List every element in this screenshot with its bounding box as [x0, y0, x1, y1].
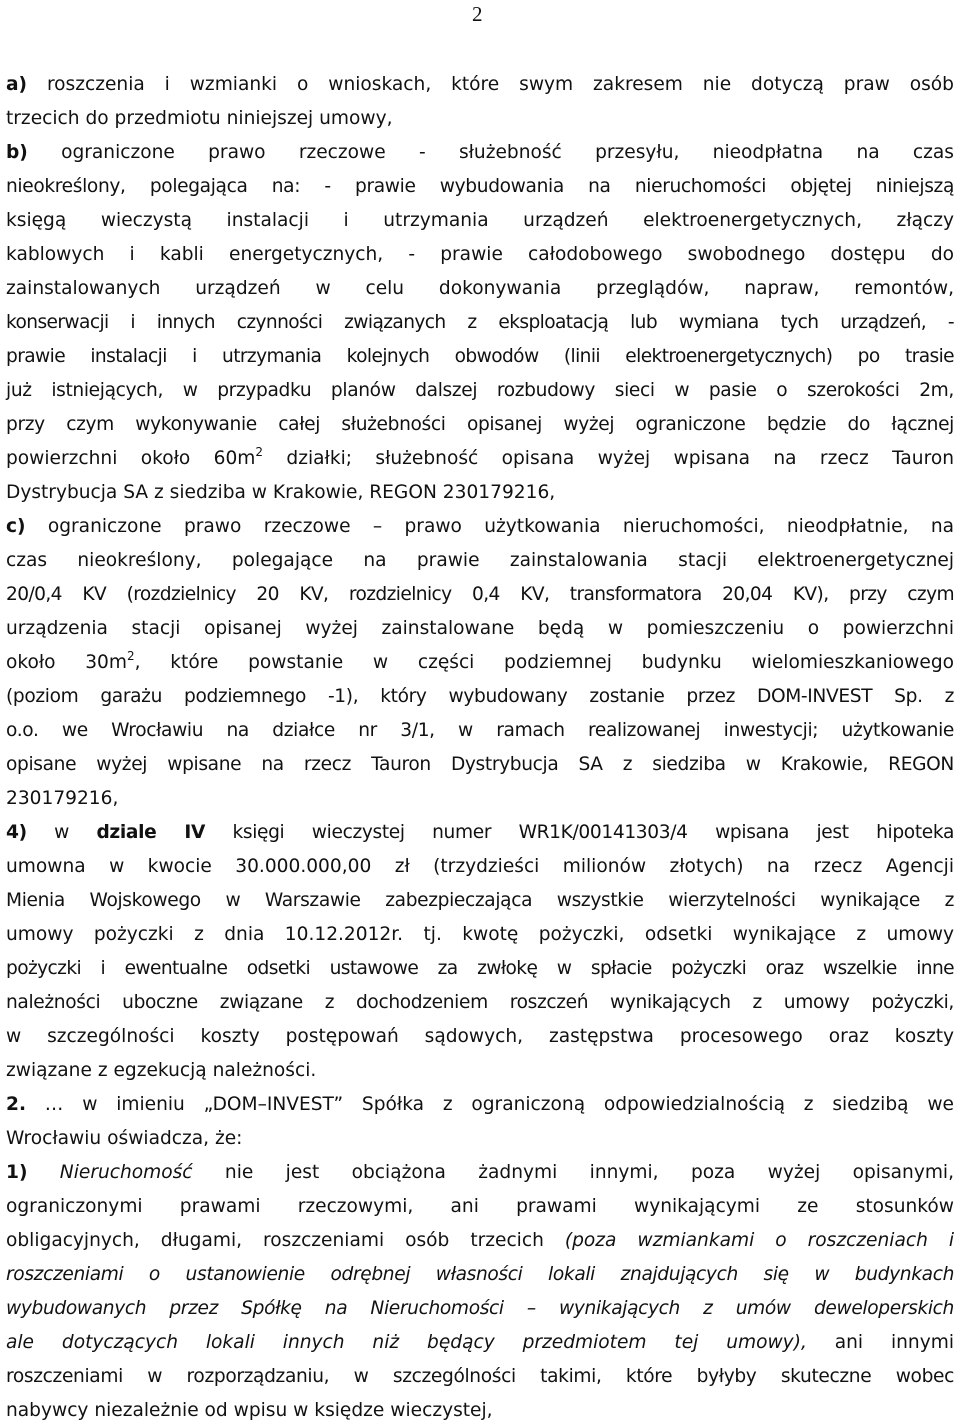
paragraph-line: Mienia Wojskowego w Warszawie zabezpieczająca wszystkie wierzytelności wynikające z: [6, 890, 954, 911]
paragraph-line: konserwacji i innych czynności związanych z eksploatacją lub wymiana tych urządzeń, -: [6, 312, 954, 333]
paragraph-line: [6, 442, 954, 476]
line-text: … w imieniu „DOM–INVEST” Spółka z ograniczoną odpowiedzialnością z siedzibą we: [26, 1094, 954, 1115]
document-body: [6, 68, 954, 1428]
page-number: 2: [472, 2, 483, 26]
line-text: nie jest obciążona żadnymi innymi, poza wyżej opisanymi,: [192, 1162, 955, 1183]
item-label-4: 4): [6, 822, 27, 843]
line-text: w: [26, 822, 97, 843]
paragraph-line: [6, 1326, 954, 1360]
item-label-2: 2.: [6, 1094, 27, 1115]
paragraph-line: umowy pożyczki z dnia 10.12.2012r. tj. kwotę pożyczki, odsetki wynikające z umowy: [6, 924, 954, 945]
paragraph-line: urządzenia stacji opisanej wyżej zainstalowane będą w pomieszczeniu o powierzchni: [6, 618, 954, 639]
italic-text: Nieruchomość: [27, 1162, 193, 1183]
paragraph-line: [6, 510, 954, 544]
paragraph-line: [6, 1156, 954, 1190]
paragraph-line: umowna w kwocie 30.000.000,00 zł (trzydzieści milionów złotych) na rzecz Agencji: [6, 856, 954, 877]
paragraph-line: [6, 136, 954, 170]
line-text: powierzchni około 60m: [6, 448, 256, 469]
paragraph-line: ograniczonymi prawami rzeczowymi, ani prawami wynikającymi ze stosunków: [6, 1196, 954, 1217]
paragraph-line: już istniejących, w przypadku planów dalszej rozbudowy sieci w pasie o szerokości 2m,: [6, 380, 954, 401]
paragraph-line: [6, 68, 954, 102]
item-label-c: c): [6, 516, 26, 537]
line-text: roszczenia i wzmianki o wnioskach, które swym zakresem nie dotyczą praw osób: [27, 74, 954, 95]
paragraph-line: kablowych i kabli energetycznych, - prawie całodobowego swobodnego dostępu do: [6, 244, 954, 265]
paragraph-line: [6, 646, 954, 680]
emphasis-dziale: dziale IV: [96, 822, 206, 843]
paragraph-line: nabywcy niezależnie od wpisu w księdze wieczystej,: [6, 1400, 493, 1421]
paragraph-line: (poziom garażu podziemnego -1), który wybudowany zostanie przez DOM-INVEST Sp. z: [6, 686, 954, 707]
italic-text: (poza wzmiankami o roszczeniach i: [564, 1230, 954, 1251]
paragraph-line: związane z egzekucją należności.: [6, 1060, 317, 1081]
paragraph-line: księgą wieczystą instalacji i utrzymania urządzeń elektroenergetycznych, złączy: [6, 210, 954, 231]
paragraph-line: o.o. we Wrocławiu na działce nr 3/1, w ramach realizowanej inwestycji; użytkowanie: [6, 720, 954, 741]
italic-text: ale dotyczących lokali innych niż będący przedmiotem tej umowy),: [6, 1332, 807, 1353]
line-text: działki; służebność opisana wyżej wpisana na rzecz Tauron: [263, 448, 954, 469]
paragraph-line: opisane wyżej wpisane na rzecz Tauron Dystrybucja SA z siedziba w Krakowie, REGON: [6, 754, 954, 775]
line-text: ani innymi: [806, 1332, 955, 1353]
paragraph-line: roszczeniami o ustanowienie odrębnej własności lokali znajdujących się w budynkach: [6, 1264, 954, 1285]
superscript: 2: [127, 649, 135, 663]
item-label-1: 1): [6, 1162, 28, 1183]
line-text: trzecich do przedmiotu niniejszej umowy,: [6, 108, 393, 129]
paragraph-line: [6, 816, 954, 850]
paragraph-line: [6, 1088, 954, 1122]
line-text: ograniczone prawo rzeczowe – prawo użytkowania nieruchomości, nieodpłatnie, na: [25, 516, 954, 537]
paragraph-line: [6, 1224, 954, 1258]
paragraph-line: roszczeniami w rozporządzaniu, w szczególności takimi, które byłyby skuteczne wobec: [6, 1366, 954, 1387]
paragraph-line: przy czym wykonywanie całej służebności opisanej wyżej ograniczone będzie do łącznej: [6, 414, 954, 435]
paragraph-line: 20/0,4 KV (rozdzielnicy 20 KV, rozdzielnicy 0,4 KV, transformatora 20,04 KV), przy czym: [6, 584, 954, 605]
line-text: księgi wieczystej numer WR1K/00141303/4 wpisana jest hipoteka: [205, 822, 954, 843]
paragraph-line: należności uboczne związane z dochodzeniem roszczeń wynikających z umowy pożyczki,: [6, 992, 954, 1013]
paragraph-line: 230179216,: [6, 788, 119, 809]
line-text: około 30m: [6, 652, 127, 673]
paragraph-line: prawie instalacji i utrzymania kolejnych obwodów (linii elektroenergetycznych) po trasie: [6, 346, 954, 367]
line-text: obligacyjnych, długami, roszczeniami osób trzecich: [6, 1230, 565, 1251]
paragraph-line: czas nieokreślony, polegające na prawie zainstalowania stacji elektroenergetycznej: [6, 550, 954, 571]
paragraph-line: Dystrybucja SA z siedziba w Krakowie, REGON 230179216,: [6, 482, 556, 503]
paragraph-line: wybudowanych przez Spółkę na Nieruchomości – wynikających z umów deweloperskich: [6, 1298, 954, 1319]
line-text: ograniczone prawo rzeczowe - służebność przesyłu, nieodpłatna na czas: [27, 142, 954, 163]
paragraph-line: w szczególności koszty postępowań sądowych, zastępstwa procesowego oraz koszty: [6, 1026, 954, 1047]
paragraph-line: pożyczki i ewentualne odsetki ustawowe za zwłokę w spłacie pożyczki oraz wszelkie inne: [6, 958, 954, 979]
paragraph-line: nieokreślony, polegająca na: - prawie wybudowania na nieruchomości objętej niniejszą: [6, 176, 954, 197]
item-label-b: b): [6, 142, 28, 163]
superscript: 2: [255, 445, 264, 459]
paragraph-line: Wrocławiu oświadcza, że:: [6, 1128, 243, 1149]
item-label-a: a): [6, 74, 28, 95]
paragraph-line: zainstalowanych urządzeń w celu dokonywania przeglądów, napraw, remontów,: [6, 278, 954, 299]
paragraph-line: [6, 102, 954, 136]
line-text: , które powstanie w części podziemnej budynku wielomieszkaniowego: [134, 652, 954, 673]
